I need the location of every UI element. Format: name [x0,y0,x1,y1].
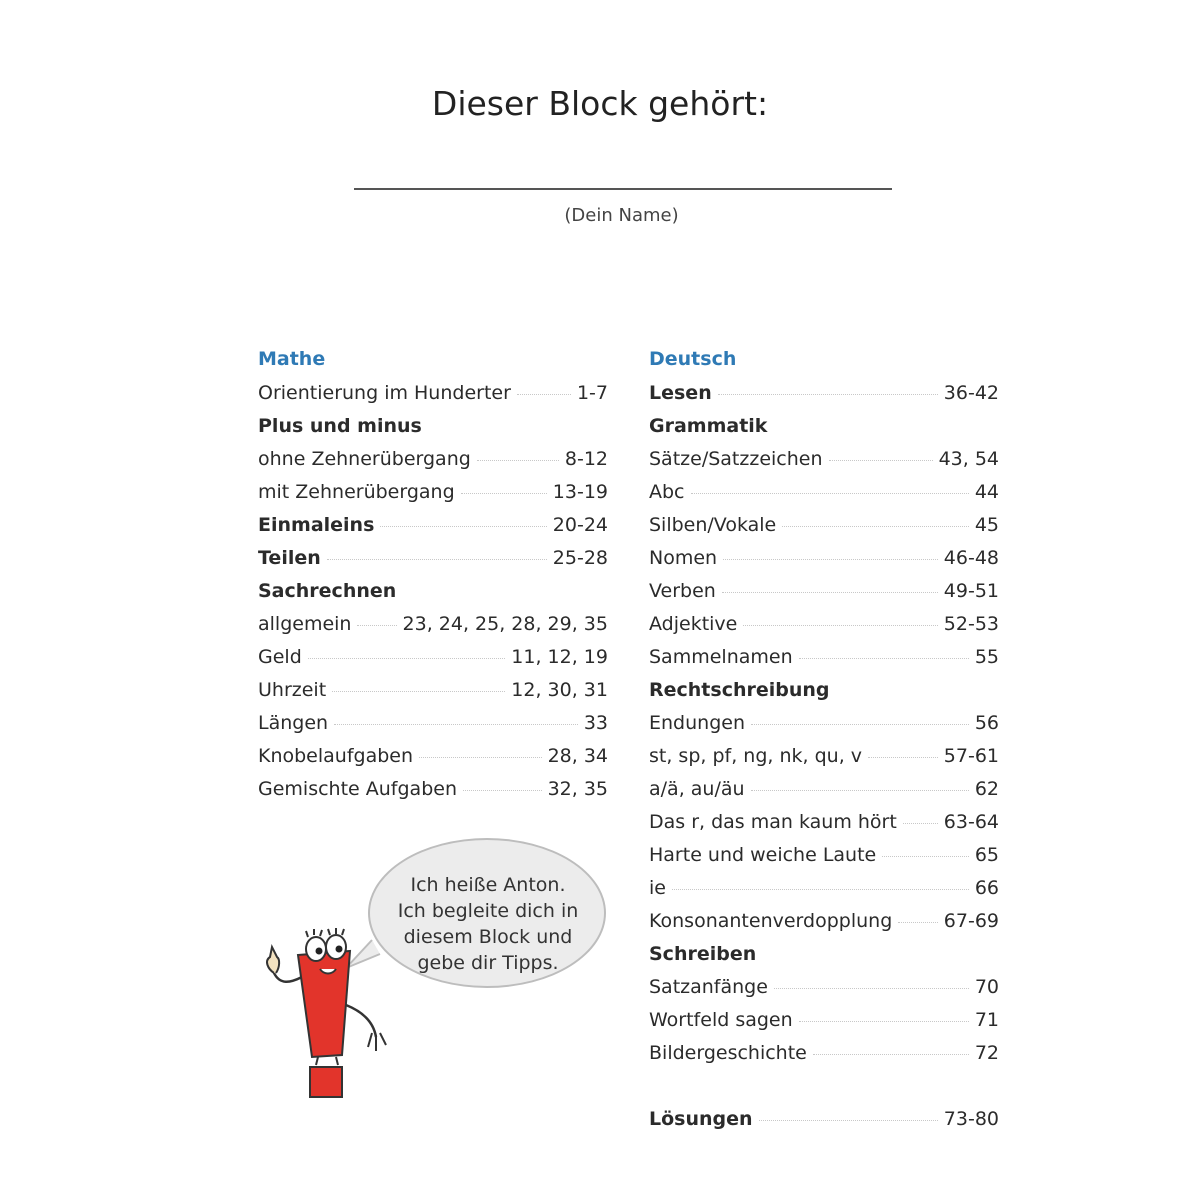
toc-row: mit Zehnerübergang 13-19 [258,481,608,503]
toc-row: Satzanfänge 70 [649,976,999,998]
toc-row: Wortfeld sagen 71 [649,1009,999,1031]
name-line[interactable] [354,188,892,190]
toc-row: Längen 33 [258,712,608,734]
toc-row: ie 66 [649,877,999,899]
mascot-icon [250,925,400,1120]
page-title: Dieser Block gehört: [431,84,769,123]
toc-row: Das r, das man kaum hört 63-64 [649,811,999,833]
toc-row: Sätze/Satzzeichen 43, 54 [649,448,999,470]
toc-row: Geld 11, 12, 19 [258,646,608,668]
toc-row-solutions: Lösungen 73-80 [649,1108,999,1130]
deutsch-toc [649,344,999,1136]
toc-subheading: Sachrechnen [258,580,397,602]
toc-row: Nomen 46-48 [649,547,999,569]
toc-row: Lesen 36-42 [649,382,999,404]
toc-subheading: Plus und minus [258,415,422,437]
toc-row: Orientierung im Hunderter 1-7 [258,382,608,404]
toc-row: Einmaleins 20-24 [258,514,608,536]
toc-row: Adjektive 52-53 [649,613,999,635]
toc-row: Endungen 56 [649,712,999,734]
toc-subheading: Rechtschreibung [649,679,830,701]
toc-row: Konsonantenverdopplung 67-69 [649,910,999,932]
toc-row: Harte und weiche Laute 65 [649,844,999,866]
toc-row: Abc 44 [649,481,999,503]
toc-row: a/ä, au/äu 62 [649,778,999,800]
toc-row: Uhrzeit 12, 30, 31 [258,679,608,701]
name-hint: (Dein Name) [564,205,679,226]
toc-row: ohne Zehnerübergang 8-12 [258,448,608,470]
toc-row: st, sp, pf, ng, nk, qu, v 57-61 [649,745,999,767]
toc-row: Sammelnamen 55 [649,646,999,668]
deutsch-heading: Deutsch [649,348,737,370]
toc-row: Bildergeschichte 72 [649,1042,999,1064]
toc-row: Silben/Vokale 45 [649,514,999,536]
toc-subheading: Schreiben [649,943,757,965]
toc-row: Verben 49-51 [649,580,999,602]
toc-row: Teilen 25-28 [258,547,608,569]
speech-bubble-text: Ich heiße Anton. Ich begleite dich in diesem Block und gebe dir Tipps. [397,874,579,974]
toc-subheading: Grammatik [649,415,768,437]
toc-row: Gemischte Aufgaben 32, 35 [258,778,608,800]
mathe-heading: Mathe [258,348,326,370]
mathe-toc [258,344,608,806]
toc-row: Knobelaufgaben 28, 34 [258,745,608,767]
toc-row: allgemein 23, 24, 25, 28, 29, 35 [258,613,608,635]
